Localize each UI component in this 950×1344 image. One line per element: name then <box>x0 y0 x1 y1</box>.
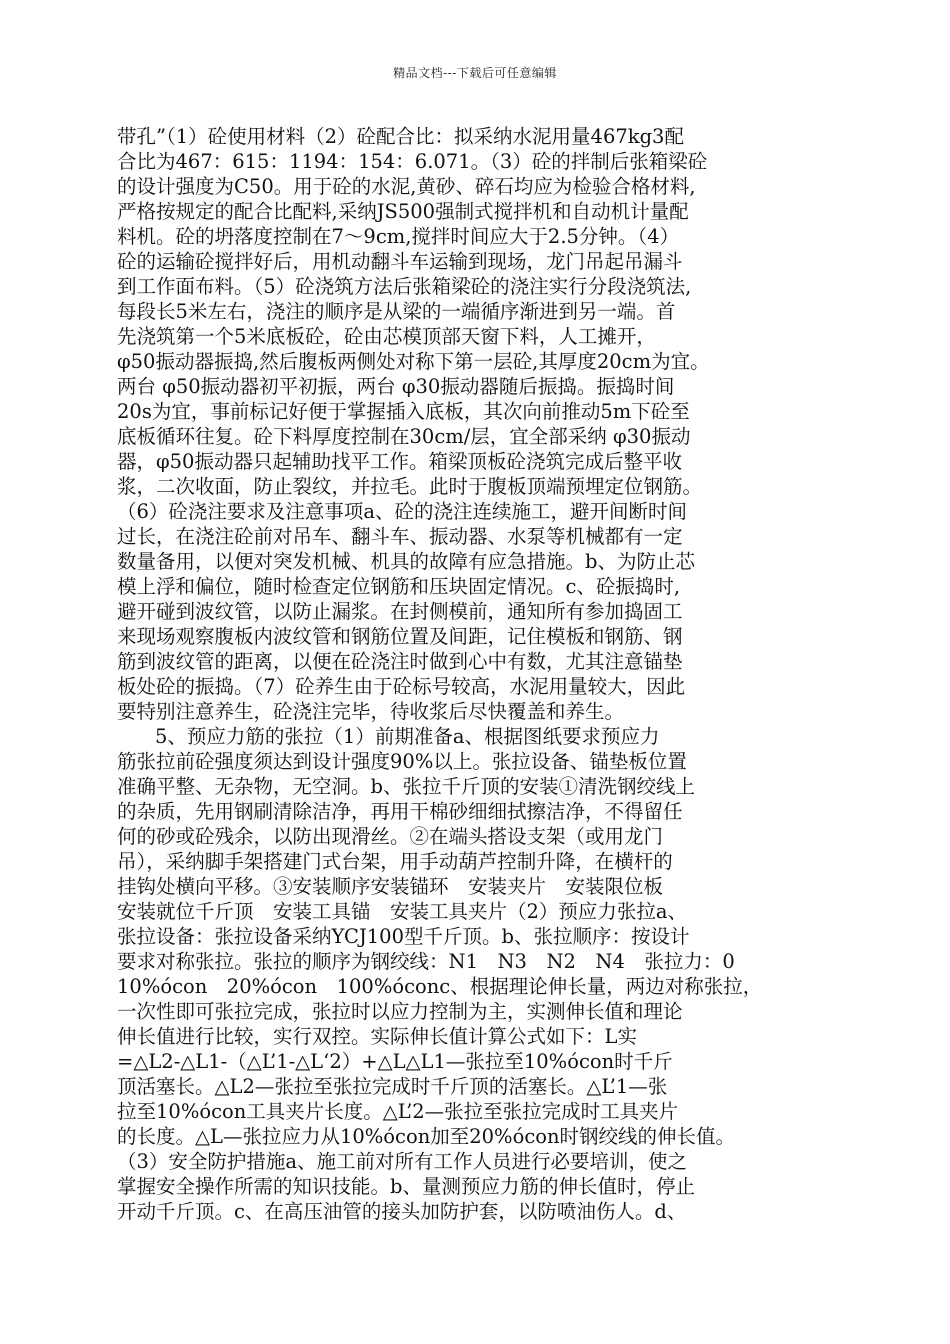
text-line: 掌握安全操作所需的知识技能。b、量测预应力筋的伸长值时，停止 <box>117 1175 695 1198</box>
text-line: 拉至10%όcon工具夹片长度。△L’2—张拉至张拉完成时工具夹片 <box>117 1100 679 1123</box>
text-line: 避开碰到波纹管，以防止漏浆。在封侧模前，通知所有参加捣固工 <box>117 600 683 623</box>
text-line: 开动千斤顶。c、在高压油管的接头加防护套，以防喷油伤人。d、 <box>117 1200 687 1223</box>
text-line: 10%όcon 20%όcon 100%όconc、根据理论伸长量，两边对称张拉， <box>117 975 763 998</box>
text-line: 每段长5米左右，浇注的顺序是从梁的一端循序渐进到另一端。首 <box>117 300 676 323</box>
text-line: 先浇筑第一个5米底板砼，砼由芯模顶部天窗下料，人工摊开， <box>117 325 656 348</box>
text-line: 安装就位千斤顶 安装工具锚 安装工具夹片（2）预应力张拉a、 <box>117 900 688 923</box>
text-line: （6）砼浇注要求及注意事项a、砼的浇注连续施工，避开间断时间 <box>117 500 688 523</box>
text-line: 严格按规定的配合比配料,采纳JS500强制式搅拌机和自动机计量配 <box>117 200 689 223</box>
text-line: 的杂质，先用钢刷清除洁净，再用干棉砂细细拭擦洁净，不得留任 <box>117 800 683 823</box>
text-line: 顶活塞长。△L2—张拉至张拉完成时千斤顶的活塞长。△L’1—张 <box>117 1075 668 1098</box>
text-line: φ50振动器振捣,然后腹板两侧处对称下第一层砼,其厚度20cm为宜。 <box>117 350 710 373</box>
text-line: 筋到波纹管的距离，以便在砼浇注时做到心中有数，尤其注意锚垫 <box>117 650 683 673</box>
text-line: 一次性即可张拉完成，张拉时以应力控制为主，实测伸长值和理论 <box>117 1000 683 1023</box>
text-line: 底板循环往复。砼下料厚度控制在30cm/层，宜全部采纳 φ30振动 <box>117 425 691 448</box>
text-line: 准确平整、无杂物，无空洞。b、张拉千斤顶的安装①清洗钢绞线上 <box>117 775 695 798</box>
text-line: 筋张拉前砼强度须达到设计强度90%以上。张拉设备、锚垫板位置 <box>117 750 687 773</box>
text-line: 过长，在浇注砼前对吊车、翻斗车、振动器、水泵等机械都有一定 <box>117 525 683 548</box>
text-line: 挂钩处横向平移。③安装顺序安装锚环 安装夹片 安装限位板 <box>117 875 664 898</box>
text-line: 到工作面布料。（5）砼浇筑方法后张箱梁砼的浇注实行分段浇筑法, <box>117 275 692 298</box>
paragraph-start-line: 5、预应力筋的张拉（1）前期准备a、根据图纸要求预应力 <box>155 725 660 748</box>
text-line: 的长度。△L—张拉应力从10%όcon加至20%όcon时钢绞线的伸长值。 <box>117 1125 736 1148</box>
text-line: 模上浮和偏位，随时检查定位钢筋和压块固定情况。c、砼振捣时, <box>117 575 681 598</box>
text-line: （3）安全防护措施a、施工前对所有工作人员进行必要培训，使之 <box>117 1150 688 1173</box>
text-line: 砼的运输砼搅拌好后，用机动翻斗车运输到现场，龙门吊起吊漏斗 <box>117 250 683 273</box>
text-line: 的设计强度为C50。用于砼的水泥,黄砂、碎石均应为检验合格材料, <box>117 175 696 198</box>
text-line: 合比为467：615：1194：154：6.071。（3）砼的拌制后张箱梁砼 <box>117 150 708 173</box>
text-line: 器，φ50振动器只起辅助找平工作。箱梁顶板砼浇筑完成后整平收 <box>117 450 682 473</box>
text-line: 张拉设备：张拉设备采纳YCJ100型千斤顶。b、张拉顺序：按设计 <box>117 925 690 948</box>
text-line: 两台 φ50振动器初平初振，两台 φ30振动器随后振捣。振捣时间 <box>117 375 675 398</box>
text-line: 数量备用，以便对突发机械、机具的故障有应急措施。b、为防止芯 <box>117 550 695 573</box>
text-line: 带孔”（1）砼使用材料（2）砼配合比：拟采纳水泥用量467kg3配 <box>117 125 684 148</box>
text-line: 伸长值进行比较，实行双控。实际伸长值计算公式如下：L实 <box>117 1025 637 1048</box>
text-line: 来现场观察腹板内波纹管和钢筋位置及间距，记住模板和钢筋、钢 <box>117 625 683 648</box>
text-line: 20s为宜，事前标记好便于掌握插入底板，其次向前推动5m下砼至 <box>117 400 690 423</box>
text-line: 吊），采纳脚手架搭建门式台架，用手动葫芦控制升降，在横杆的 <box>117 850 673 873</box>
text-line: 料机。砼的坍落度控制在7～9cm,搅拌时间应大于2.5分钟。（4） <box>117 225 680 248</box>
text-line: 要特别注意养生，砼浇注完毕，待收浆后尽快覆盖和养生。 <box>117 700 625 723</box>
text-line: 浆，二次收面，防止裂纹，并拉毛。此时于腹板顶端预埋定位钢筋。 <box>117 475 703 498</box>
text-line: 板处砼的振捣。（7）砼养生由于砼标号较高，水泥用量较大，因此 <box>117 675 686 698</box>
text-line: =△L2-△L1-（△L’1-△L‘2）+△L△L1—张拉至10%όcon时千斤 <box>117 1050 673 1073</box>
text-line: 要求对称张拉。张拉的顺序为钢绞线：N1 N3 N2 N4 张拉力：0 <box>117 950 735 973</box>
text-line: 何的砂或砼残余，以防出现滑丝。②在端头搭设支架（或用龙门 <box>117 825 664 848</box>
page-header: 精品文档---下载后可任意编辑 <box>393 66 557 80</box>
document-body <box>117 124 825 1224</box>
